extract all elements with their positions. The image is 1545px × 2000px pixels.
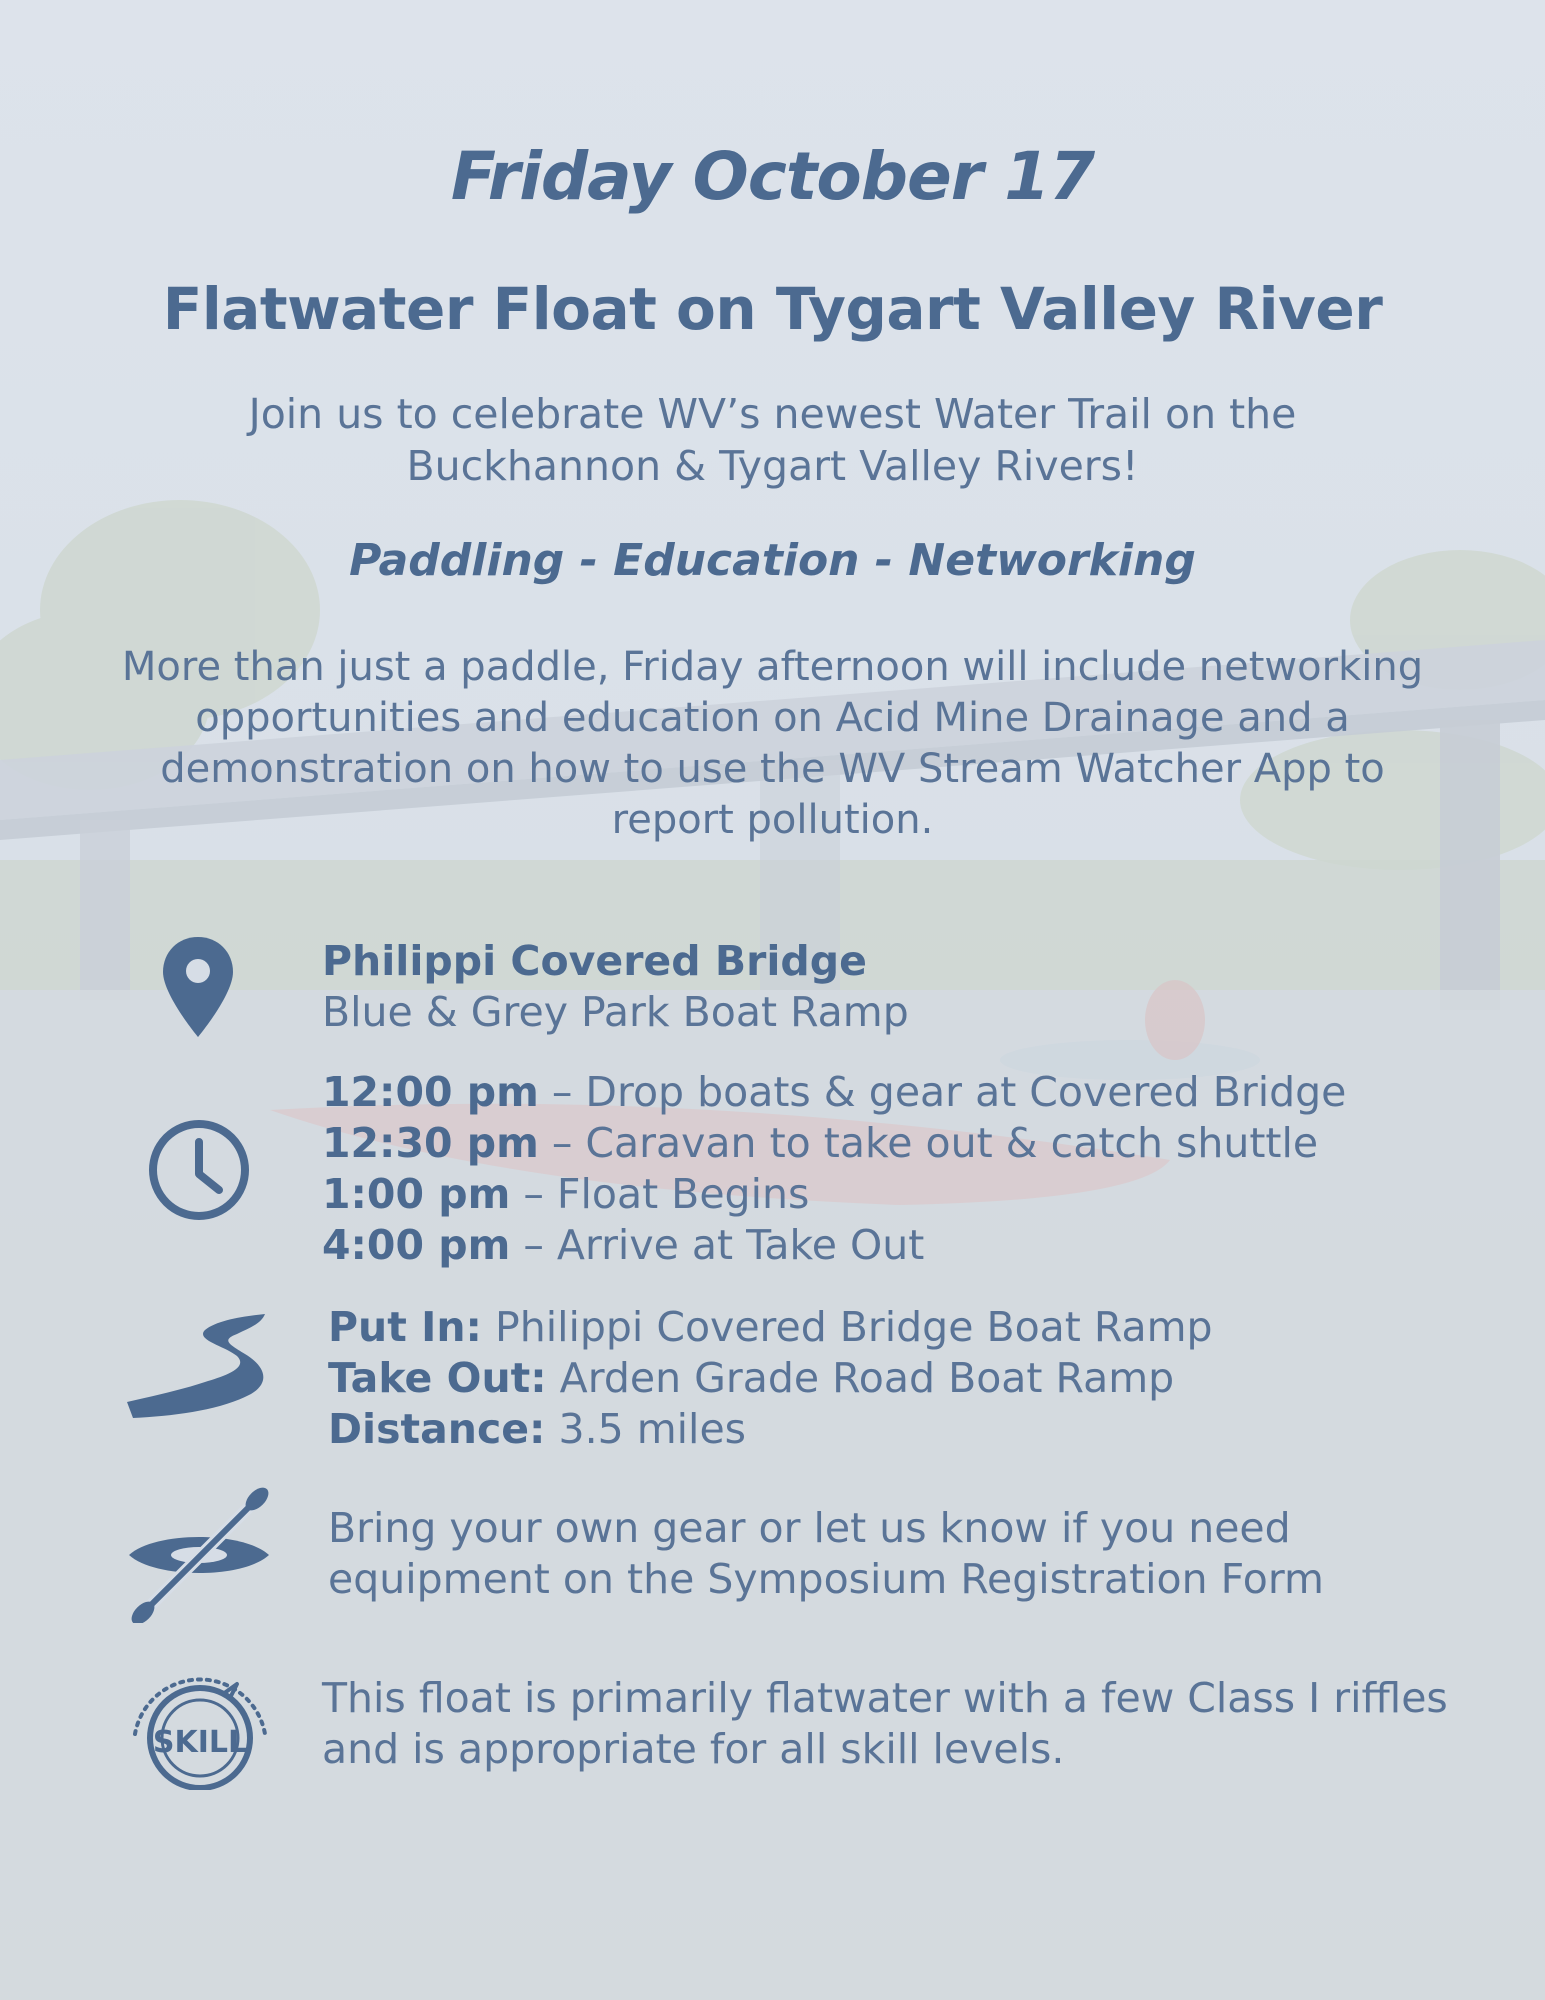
location-detail: Blue & Grey Park Boat Ramp xyxy=(322,988,909,1036)
schedule-text: – Float Begins xyxy=(510,1170,810,1218)
skill-level-icon xyxy=(125,1654,275,1790)
distance-row xyxy=(328,1404,1213,1455)
skill-icon-label: SKILL xyxy=(152,1725,248,1760)
schedule-text: – Drop boats & gear at Covered Bridge xyxy=(538,1068,1347,1116)
kayak-paddle-icon xyxy=(125,1487,273,1623)
put-in-label: Put In: xyxy=(328,1303,482,1351)
schedule-time: 12:00 pm xyxy=(322,1068,539,1116)
route-block xyxy=(328,1302,1213,1455)
schedule-item xyxy=(322,1220,1346,1271)
schedule-list xyxy=(322,1067,1346,1271)
distance-value: 3.5 miles xyxy=(545,1405,747,1453)
event-title: Flatwater Float on Tygart Valley River xyxy=(162,275,1383,343)
distance-label: Distance: xyxy=(328,1405,546,1453)
take-out-value: Arden Grade Road Boat Ramp xyxy=(546,1354,1175,1402)
event-description: More than just a paddle, Friday afternoon will include networking opportunities and education on Acid Mine Drainage and a demonstration on how to use the WV Stream Watcher App to report pollution. xyxy=(121,644,1424,843)
schedule-time: 4:00 pm xyxy=(322,1221,511,1269)
clock-icon xyxy=(147,1118,251,1222)
intro-text: Join us to celebrate WV’s newest Water Trail on the Buckhannon & Tygart Valley Rivers! xyxy=(248,390,1297,490)
location-name: Philippi Covered Bridge xyxy=(322,937,867,985)
schedule-item xyxy=(322,1067,1346,1118)
tagline: Paddling - Education - Networking xyxy=(349,535,1196,586)
schedule-time: 1:00 pm xyxy=(322,1170,511,1218)
location-block xyxy=(322,936,909,1038)
skill-text: This float is primarily flatwater with a few Class I riffles and is appropriate for all skill levels. xyxy=(322,1674,1448,1773)
take-out-label: Take Out: xyxy=(328,1354,547,1402)
schedule-text: – Arrive at Take Out xyxy=(510,1221,925,1269)
river-icon xyxy=(125,1310,273,1422)
schedule-item xyxy=(322,1118,1346,1169)
take-out-row xyxy=(328,1353,1213,1404)
event-date: Friday October 17 xyxy=(450,138,1095,215)
put-in-value: Philippi Covered Bridge Boat Ramp xyxy=(481,1303,1213,1351)
map-pin-icon xyxy=(160,935,236,1039)
schedule-item xyxy=(322,1169,1346,1220)
gear-text: Bring your own gear or let us know if you need equipment on the Symposium Registration Form xyxy=(328,1504,1324,1603)
schedule-text: – Caravan to take out & catch shuttle xyxy=(538,1119,1319,1167)
schedule-time: 12:30 pm xyxy=(322,1119,539,1167)
put-in-row xyxy=(328,1302,1213,1353)
